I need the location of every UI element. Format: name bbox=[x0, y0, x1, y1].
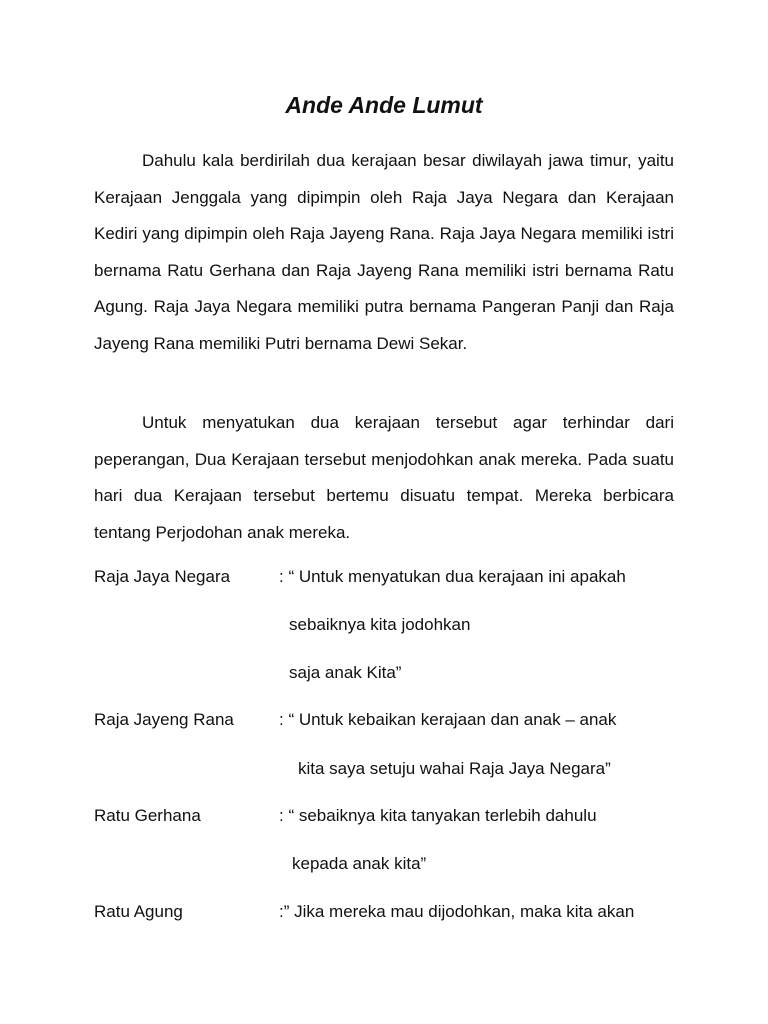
dialogue-continuation bbox=[0, 849, 768, 879]
speaker-name: Ratu Agung bbox=[94, 902, 183, 921]
dialogue-text: kita saya setuju wahai Raja Jaya Negara” bbox=[298, 759, 611, 778]
dialogue-continuation bbox=[0, 610, 768, 640]
dialogue-text: : “ Untuk menyatukan dua kerajaan ini apakah bbox=[279, 567, 626, 586]
dialogue-text: : “ Untuk kebaikan kerajaan dan anak – anak bbox=[279, 710, 617, 729]
page-title: Ande Ande Lumut bbox=[285, 92, 483, 118]
dialogue-text: saja anak Kita” bbox=[289, 663, 402, 682]
paragraph-1: Dahulu kala berdirilah dua kerajaan besar diwilayah jawa timur, yaitu Kerajaan Jenggala yang dipimpin oleh Raja Jaya Negara dan Kerajaan Kediri yang dipimpin oleh Raja Jayeng Rana. Raja Jaya Negara memiliki istri bernama Ratu Gerhana dan Raja Jayeng Rana memiliki istri bernama Ratu Agung. Raja Jaya Negara memiliki putra bernama Pangeran Panji dan Raja Jayeng Rana memiliki Putri bernama Dewi Sekar. bbox=[94, 151, 674, 353]
dialogue-continuation bbox=[0, 754, 768, 784]
dialogue-continuation bbox=[0, 658, 768, 688]
dialogue-line bbox=[0, 705, 768, 735]
dialogue-line bbox=[0, 897, 768, 927]
dialogue-text: :” Jika mereka mau dijodohkan, maka kita akan bbox=[279, 902, 635, 921]
dialogue-text: sebaiknya kita jodohkan bbox=[289, 615, 471, 634]
speaker-name: Ratu Gerhana bbox=[94, 806, 201, 825]
dialogue-line bbox=[0, 562, 768, 592]
dialogue-line bbox=[0, 801, 768, 831]
speaker-name: Raja Jaya Negara bbox=[94, 567, 231, 586]
dialogue-text: kepada anak kita” bbox=[292, 854, 427, 873]
paragraph-2: Untuk menyatukan dua kerajaan tersebut agar terhindar dari peperangan, Dua Kerajaan tersebut menjodohkan anak mereka. Pada suatu hari dua Kerajaan tersebut bertemu disuatu tempat. Mereka berbicara tentang Perjodohan anak mereka. bbox=[94, 413, 674, 542]
speaker-name: Raja Jayeng Rana bbox=[94, 710, 234, 729]
dialogue-text: : “ sebaiknya kita tanyakan terlebih dahulu bbox=[279, 806, 597, 825]
